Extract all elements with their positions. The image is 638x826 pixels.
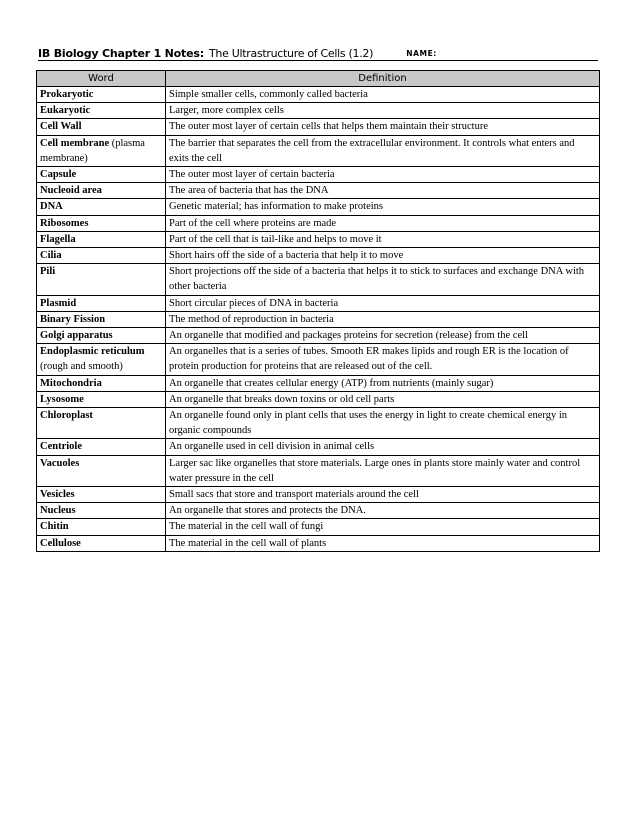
term-subtext: (plasma membrane) <box>40 137 145 164</box>
table-row <box>37 344 600 375</box>
term-text: Chitin <box>40 521 69 533</box>
term-cell <box>37 199 166 215</box>
term-cell <box>37 375 166 391</box>
term-cell <box>37 408 166 439</box>
table-row <box>37 248 600 264</box>
table-row <box>37 295 600 311</box>
table-row <box>37 311 600 327</box>
topic-title: The Ultrastructure of Cells (1.2) <box>209 47 374 60</box>
term-cell <box>37 295 166 311</box>
column-header-word: Word <box>37 71 166 87</box>
definition-cell: An organelle that creates cellular energy (ATP) from nutrients (mainly sugar) <box>166 375 600 391</box>
term-cell <box>37 231 166 247</box>
term-cell <box>37 311 166 327</box>
term-cell <box>37 439 166 455</box>
definition-cell: Short hairs off the side of a bacteria that help it to move <box>166 248 600 264</box>
name-label: NAME: <box>406 49 437 58</box>
vocabulary-table <box>36 70 600 552</box>
term-text: Cell membrane <box>40 137 110 149</box>
table-row <box>37 167 600 183</box>
definition-cell: An organelle that stores and protects the DNA. <box>166 503 600 519</box>
term-cell <box>37 455 166 486</box>
definition-cell: The material in the cell wall of fungi <box>166 519 600 535</box>
definition-cell: An organelles that is a series of tubes. Smooth ER makes lipids and rough ER is the location of protein production for proteins that are released out of the cell. <box>166 344 600 375</box>
term-text: Nucleoid area <box>40 185 102 197</box>
definition-cell: Part of the cell where proteins are made <box>166 215 600 231</box>
table-row <box>37 455 600 486</box>
table-row <box>37 487 600 503</box>
table-row <box>37 103 600 119</box>
table-row <box>37 215 600 231</box>
term-text: Chloroplast <box>40 410 93 422</box>
term-text: Plasmid <box>40 297 77 309</box>
term-cell <box>37 344 166 375</box>
term-cell <box>37 535 166 551</box>
definition-cell: An organelle that modified and packages proteins for secretion (release) from the cell <box>166 328 600 344</box>
term-text: Binary Fission <box>40 313 106 325</box>
term-cell <box>37 519 166 535</box>
term-cell <box>37 248 166 264</box>
definition-cell: Larger sac like organelles that store materials. Large ones in plants store mainly water and control water pressure in the cell <box>166 455 600 486</box>
term-text: Cellulose <box>40 537 81 549</box>
table-header-row <box>37 71 600 87</box>
definition-cell: Short projections off the side of a bacteria that helps it to stick to surfaces and exchange DNA with other bacteria <box>166 264 600 295</box>
table-row <box>37 503 600 519</box>
term-cell <box>37 264 166 295</box>
term-text: Lysosome <box>40 393 84 405</box>
table-row <box>37 231 600 247</box>
definition-cell: Simple smaller cells, commonly called bacteria <box>166 87 600 103</box>
table-row <box>37 199 600 215</box>
definition-cell: Part of the cell that is tail-like and helps to move it <box>166 231 600 247</box>
definition-cell: The outer most layer of certain cells that helps them maintain their structure <box>166 119 600 135</box>
term-text: Ribosomes <box>40 217 89 229</box>
term-text: Eukaryotic <box>40 105 91 117</box>
term-text: Nucleus <box>40 505 76 517</box>
definition-cell: An organelle that breaks down toxins or old cell parts <box>166 391 600 407</box>
term-cell <box>37 87 166 103</box>
definition-cell: The outer most layer of certain bacteria <box>166 167 600 183</box>
definition-cell: The method of reproduction in bacteria <box>166 311 600 327</box>
definition-cell: An organelle found only in plant cells that uses the energy in light to create chemical energy in organic compounds <box>166 408 600 439</box>
term-cell <box>37 119 166 135</box>
term-cell <box>37 103 166 119</box>
definition-cell: The area of bacteria that has the DNA <box>166 183 600 199</box>
table-row <box>37 183 600 199</box>
table-row <box>37 439 600 455</box>
table-row <box>37 264 600 295</box>
table-row <box>37 408 600 439</box>
term-text: Pili <box>40 266 56 278</box>
worksheet-header <box>38 36 598 61</box>
definition-cell: An organelle used in cell division in animal cells <box>166 439 600 455</box>
term-text: Cell Wall <box>40 121 82 133</box>
term-text: DNA <box>40 201 63 213</box>
term-text: Golgi apparatus <box>40 330 113 342</box>
term-cell <box>37 167 166 183</box>
term-subtext: (rough and smooth) <box>40 361 123 373</box>
definition-cell: The barrier that separates the cell from the extracellular environment. It controls what enters and exits the cell <box>166 135 600 166</box>
term-text: Flagella <box>40 233 76 245</box>
term-text: Vacuoles <box>40 457 80 469</box>
table-row <box>37 87 600 103</box>
table-row <box>37 375 600 391</box>
definition-cell: The material in the cell wall of plants <box>166 535 600 551</box>
definition-cell: Larger, more complex cells <box>166 103 600 119</box>
term-cell <box>37 328 166 344</box>
term-cell <box>37 487 166 503</box>
table-row <box>37 535 600 551</box>
term-text: Prokaryotic <box>40 89 94 100</box>
table-body <box>37 87 600 552</box>
definition-cell: Genetic material; has information to make proteins <box>166 199 600 215</box>
term-text: Vesicles <box>40 489 75 501</box>
column-header-definition: Definition <box>166 71 600 87</box>
term-text: Cilia <box>40 250 62 262</box>
term-cell <box>37 215 166 231</box>
definition-cell: Small sacs that store and transport materials around the cell <box>166 487 600 503</box>
term-cell <box>37 503 166 519</box>
table-row <box>37 519 600 535</box>
term-text: Endoplasmic reticulum <box>40 346 145 358</box>
term-cell <box>37 135 166 166</box>
definition-cell: Short circular pieces of DNA in bacteria <box>166 295 600 311</box>
term-text: Capsule <box>40 169 77 181</box>
term-text: Mitochondria <box>40 377 102 389</box>
term-text: Centriole <box>40 441 82 453</box>
table-row <box>37 135 600 166</box>
table-row <box>37 328 600 344</box>
table-row <box>37 391 600 407</box>
term-cell <box>37 391 166 407</box>
course-title: IB Biology Chapter 1 Notes: <box>38 47 204 60</box>
term-cell <box>37 183 166 199</box>
table-row <box>37 119 600 135</box>
